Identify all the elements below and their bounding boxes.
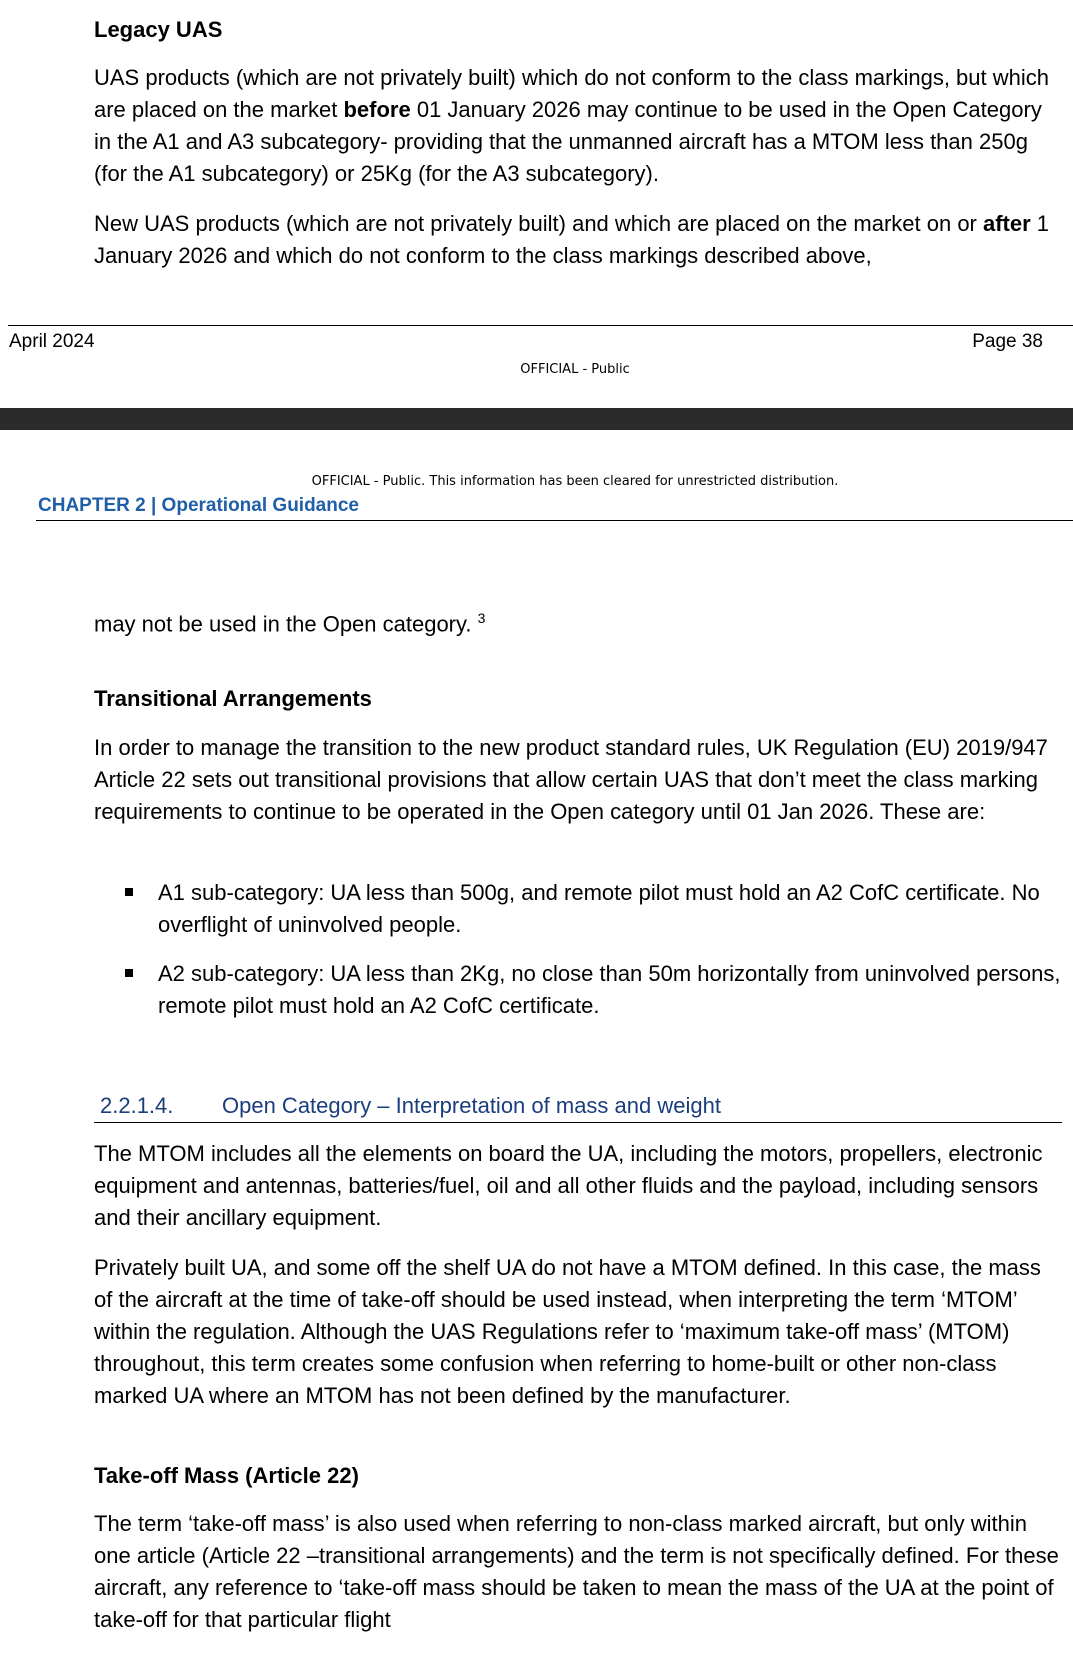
continuation-text <box>94 602 1064 640</box>
para-text: New UAS products (which are not privately built) and which are placed on the market on or <box>94 211 983 236</box>
para-text: UAS products (which are not privately built) which do not conform to the class markings, but which are placed on the market <box>94 65 1049 122</box>
transitional-paragraph: In order to manage the transition to the new product standard rules, UK Regulation (EU) 2019/947 Article 22 sets out transitional provisions that allow certain UAS that don’t meet the class marking requirements to continue to be operated in the Open category until 01 Jan 2026. These are: <box>94 735 1048 824</box>
section-title: Open Category – Interpretation of mass and weight <box>222 1093 721 1118</box>
legacy-uas-paragraph <box>94 62 1054 190</box>
para-text: 01 January 2026 may continue to be used in the Open Category in the A1 and A3 subcategory- providing that the unmanned aircraft has a MTOM less than 250g (for the A1 subcategory) or 25Kg (for the A3 subcategory). <box>94 97 1042 186</box>
list-item: A1 sub-category: UA less than 500g, and remote pilot must hold an A2 CofC certificate. No overflight of uninvolved people. <box>158 880 1040 937</box>
mtom-paragraph: The MTOM includes all the elements on board the UA, including the motors, propellers, electronic equipment and antennas, batteries/fuel, oil and all other fluids and the payload, including sensors and their ancillary equipment. <box>94 1141 1043 1230</box>
chapter-header: CHAPTER 2 | Operational Guidance <box>38 495 359 516</box>
para-text: may not be used in the Open category. <box>94 611 472 637</box>
new-uas-paragraph <box>94 208 1069 272</box>
section-heading <box>100 1093 721 1119</box>
bullet-marker <box>125 888 133 896</box>
footer-rule <box>8 325 1073 326</box>
takeoff-mass-paragraph: The term ‘take-off mass’ is also used when referring to non-class marked aircraft, but only within one article (Article 22 –transitional arrangements) and the term is not specifically defined. For these aircraft, any reference to ‘take-off mass should be taken to mean the mass of the UA at the point of take-off for that particular flight <box>94 1511 1059 1632</box>
section-rule <box>94 1122 1062 1123</box>
privately-built-paragraph: Privately built UA, and some off the shelf UA do not have a MTOM defined. In this case, the mass of the aircraft at the time of take-off should be used instead, when interpreting the term ‘MTOM’ within the regulation. Although the UAS Regulations refer to ‘maximum take-off mass’ (MTOM) throughout, this term creates some confusion when referring to home-built or other non-class marked UA where an MTOM has not been defined by the manufacturer. <box>94 1255 1041 1408</box>
footer-classification: OFFICIAL - Public <box>520 362 630 377</box>
list-item: A2 sub-category: UA less than 2Kg, no close than 50m horizontally from uninvolved persons, remote pilot must hold an A2 CofC certificate. <box>158 961 1061 1018</box>
legacy-uas-heading: Legacy UAS <box>94 17 223 42</box>
footer-page-number: Page 38 <box>972 331 1043 352</box>
header-rule <box>36 520 1073 521</box>
page-divider <box>0 408 1073 430</box>
bold-after: after <box>983 211 1031 236</box>
transitional-heading: Transitional Arrangements <box>94 686 372 711</box>
classification-banner: OFFICIAL - Public. This information has been cleared for unrestricted distribution. <box>311 474 839 489</box>
bullet-marker <box>125 969 133 977</box>
para-text: 1 January 2026 and which do not conform to the class markings described above, <box>94 211 1050 268</box>
footnote-reference[interactable]: 3 <box>477 610 486 626</box>
bold-before: before <box>343 97 411 122</box>
footer-date: April 2024 <box>9 331 95 352</box>
takeoff-mass-heading: Take-off Mass (Article 22) <box>94 1463 359 1488</box>
section-number: 2.2.1.4. <box>100 1093 174 1118</box>
